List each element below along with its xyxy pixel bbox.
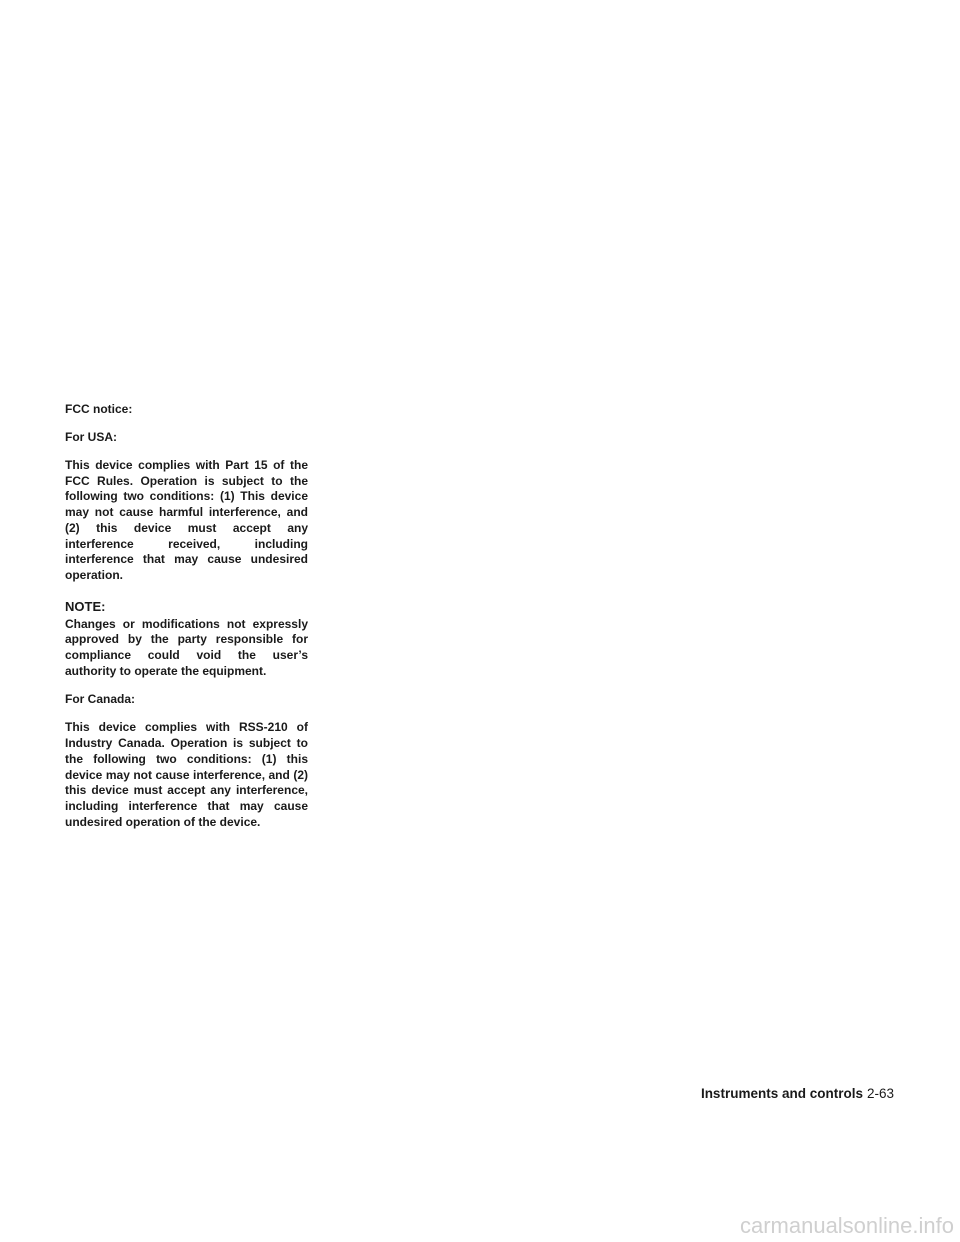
usa-paragraph: This device complies with Part 15 of the FCC Rules. Operation is subject to the following two conditions: (1) This device may not cause harmful interference, and (2) this device must accept any interference received, including interference that may cause undesired operation. bbox=[65, 458, 308, 582]
page-footer bbox=[701, 1085, 894, 1103]
footer-page-number: 2-63 bbox=[866, 1086, 894, 1101]
footer-section-title: Instruments and controls bbox=[700, 1086, 863, 1101]
watermark-text: carmanualsonline.info bbox=[739, 1213, 954, 1238]
main-column bbox=[65, 402, 308, 830]
note-title: NOTE: bbox=[65, 598, 106, 614]
usa-heading: For USA: bbox=[65, 430, 117, 444]
canada-heading: For Canada: bbox=[65, 692, 136, 707]
canada-paragraph: This device complies with RSS-210 of Industry Canada. Operation is subject to the following two conditions: (1) this device may not cause interference, and (2) this device must accept any interference, including interference that may cause undesired operation of the device. bbox=[65, 720, 308, 829]
note-paragraph: Changes or modifications not expressly approved by the party responsible for compliance could void the user’s authority to operate the equipment. bbox=[65, 616, 308, 678]
fcc-notice-heading: FCC notice: bbox=[65, 402, 133, 416]
